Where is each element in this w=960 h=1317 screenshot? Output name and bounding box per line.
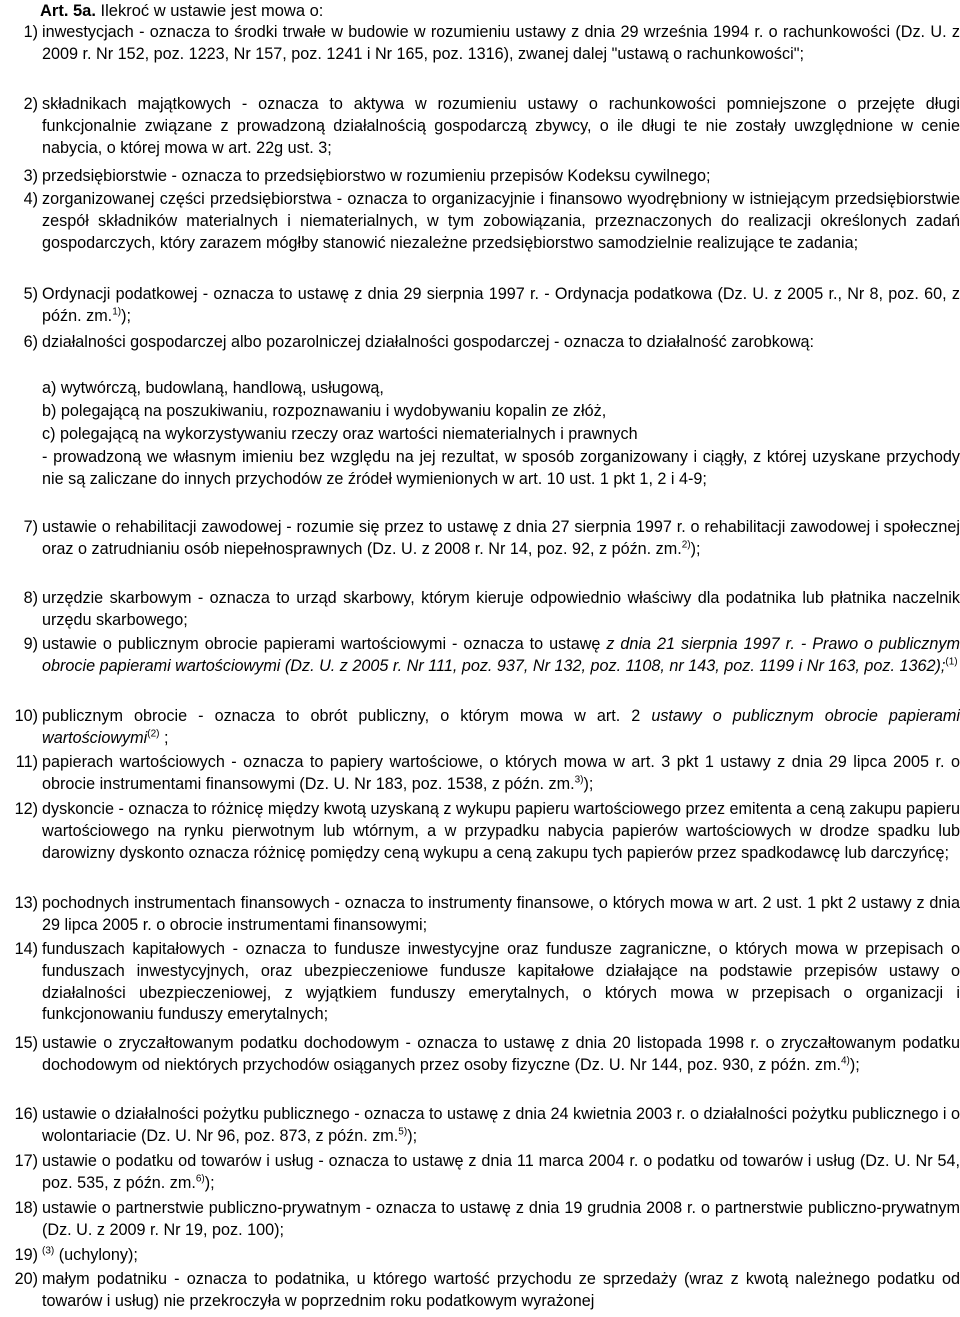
item-text: składnikach majątkowych - oznacza to aktywa w rozumieniu ustawy o rachunkowości pomniejszone o przejęte długi funkcjonalnie związane z prowadzoną działalnością gospodarczą zbywcy, o ile długi te nie zostały uwzględnione w cenie nabycia, o której mowa w art. 22g ust. 3;	[42, 95, 960, 157]
subitem-a: a) wytwórczą, budowlaną, handlową, usługową,	[42, 379, 384, 397]
item-number: 15)	[14, 1034, 38, 1052]
item-text: działalności gospodarczej albo pozarolniczej działalności gospodarczej - oznacza to działalność zarobkową:	[42, 333, 815, 351]
item-number: 13)	[14, 894, 38, 912]
item-text-tail: );	[849, 1055, 860, 1074]
item-number: 16)	[14, 1105, 38, 1123]
item-number: 1)	[23, 23, 38, 41]
article-heading	[40, 0, 323, 22]
item-number: 7)	[23, 518, 38, 536]
item-number: 11)	[15, 753, 38, 771]
item-number: 5)	[23, 285, 38, 303]
item-text-wrap	[42, 1151, 960, 1195]
item-text: ustawie o działalności pożytku publicznego - oznacza to ustawę z dnia 24 kwietnia 2003 r. o działalności pożytku publicznego i o wolontariacie (Dz. U. Nr 96, poz. 873, z późn. zm.	[42, 1105, 960, 1145]
item-text: pochodnych instrumentach finansowych - oznacza to instrumenty finansowe, o których mowa w art. 2 ust. 1 pkt 2 ustawy z dnia 29 lipca 2005 r. o obrocie instrumentami finansowymi;	[42, 894, 960, 934]
item-text-wrap	[42, 1245, 960, 1267]
footnote-ref: 2)	[681, 539, 691, 551]
footnote-ref: 3)	[574, 774, 584, 786]
subitem-b: b) polegającą na poszukiwaniu, rozpoznawaniu i wydobywaniu kopalin ze złóż,	[42, 402, 607, 420]
item-text-tail: );	[204, 1173, 215, 1192]
item-text: publicznym obrocie - oznacza to obrót publiczny, o którym mowa w art. 2	[42, 707, 652, 725]
item-text: inwestycjach - oznacza to środki trwałe w budowie w rozumieniu ustawy z dnia 29 września 1994 r. o rachunkowości (Dz. U. z 2009 r. Nr 152, poz. 1223, Nr 157, poz. 1241 i Nr 165, poz. 1316), zwanej dalej "ustawą o rachunkowości";	[42, 23, 960, 63]
item-number: 14)	[14, 940, 38, 958]
item-text: ustawie o zryczałtowanym podatku dochodowym - oznacza to ustawę z dnia 20 listopada 1998 r. o zryczałtowanym podatku dochodowym od niektórych przychodów osiąganych przez osoby fizyczne (Dz. U. Nr 144, poz. 930, z późn. zm.	[42, 1034, 960, 1074]
item-text-tail: (uchylony);	[54, 1246, 138, 1264]
item-number: 10)	[14, 707, 38, 725]
item-number: 2)	[23, 95, 38, 113]
item-text: ustawie o podatku od towarów i usług - oznacza to ustawę z dnia 11 marca 2004 r. o podatku od towarów i usług (Dz. U. Nr 54, poz. 535, z późn. zm.	[42, 1152, 960, 1192]
footnote-ref: (1)	[945, 656, 958, 668]
item-text-wrap	[42, 706, 960, 750]
item-text-wrap	[42, 1033, 960, 1077]
item-text-wrap	[42, 517, 960, 561]
item-text: małym podatniku - oznacza to podatnika, u którego wartość przychodu ze sprzedaży (wraz z kwotą należnego podatku od towarów i usług) nie przekroczyła w poprzednim roku podatkowym wyrażonej	[42, 1270, 960, 1310]
item-text: ustawie o partnerstwie publiczno-prywatnym - oznacza to ustawę z dnia 19 grudnia 2008 r. o partnerstwie publiczno-prywatnym (Dz. U. z 2009 r. Nr 19, poz. 100);	[42, 1199, 960, 1239]
item-text: zorganizowanej części przedsiębiorstwa - oznacza to organizacyjnie i finansowo wyodrębniony w istniejącym przedsiębiorstwie zespół składników materialnych i niematerialnych, w tym zobowiązania, przeznaczonych do realizacji określonych zadań gospodarczych, który zarazem mógłby stanowić niezależne przedsiębiorstwo samodzielnie realizujące te zadania;	[42, 190, 960, 252]
item-text: ustawie o publicznym obrocie papierami wartościowymi - oznacza to ustawę	[42, 635, 607, 653]
subitem-closing: - prowadzoną we własnym imieniu bez względu na jej rezultat, w sposób zorganizowany i ciągły, z której uzyskane przychody nie są zaliczane do innych przychodów ze źródeł wymienionych w art. 10 ust. 1 pkt 1, 2 i 4-9;	[42, 448, 960, 488]
item-number: 6)	[23, 333, 38, 351]
item-text-tail: );	[583, 774, 594, 793]
item-number: 19)	[14, 1246, 38, 1264]
subitem-c: c) polegającą na wykorzystywaniu rzeczy oraz wartości niematerialnych i prawnych	[42, 425, 638, 443]
footnote-ref: 5)	[398, 1126, 408, 1138]
item-number: 12)	[14, 800, 38, 818]
item-number: 4)	[23, 190, 38, 208]
item-number: 3)	[23, 167, 38, 185]
item-text-tail: ;	[159, 728, 169, 747]
footnote-ref: (2)	[147, 728, 160, 740]
item-text-tail: );	[407, 1126, 418, 1145]
item-text: przedsiębiorstwie - oznacza to przedsiębiorstwo w rozumieniu przepisów Kodeksu cywilnego;	[42, 167, 711, 185]
item-number: 8)	[23, 589, 38, 607]
footnote-ref: 6)	[195, 1173, 205, 1185]
item-text-tail: );	[690, 539, 701, 558]
item-text-wrap	[42, 752, 960, 796]
article-number: Art. 5a.	[40, 2, 96, 20]
footnote-ref: 1)	[112, 306, 122, 318]
item-text: dyskoncie - oznacza to różnicę między kwotą uzyskaną z wykupu papieru wartościowego przez emitenta a ceną zakupu papieru wartościowego na rynku pierwotnym lub wtórnym, a w przypadku nabycia papierów wartościowych w drodze spadku lub darowizny dyskonto oznacza różnicę pomiędzy ceną wykupu a ceną zakupu tych papierów przez spadkodawcę lub darczyńcę;	[42, 800, 960, 862]
item-text-wrap	[42, 1104, 960, 1148]
item-text: Ordynacji podatkowej - oznacza to ustawę z dnia 29 sierpnia 1997 r. - Ordynacja podatkowa (Dz. U. z 2005 r., Nr 8, poz. 60, z późn. zm.	[42, 285, 960, 325]
item-text-wrap	[42, 284, 960, 328]
item-text: urzędzie skarbowym - oznacza to urząd skarbowy, którym kieruje odpowiednio właściwy dla podatnika lub płatnika naczelnik urzędu skarbowego;	[42, 589, 960, 629]
article-intro: Ilekroć w ustawie jest mowa o:	[100, 2, 324, 20]
footnote-ref: (3)	[42, 1245, 55, 1257]
item-text: papierach wartościowych - oznacza to papiery wartościowe, o których mowa w art. 3 pkt 1 ustawy z dnia 29 lipca 2005 r. o obrocie instrumentami finansowymi (Dz. U. Nr 183, poz. 1538, z późn. zm.	[42, 753, 960, 793]
item-text-italic: z dnia 21 sierpnia 1997 r. - Prawo o publicznym obrocie papierami wartościowymi (Dz. U. z 2005 r. Nr 111, poz. 937, Nr 132, poz. 1108, nr 143, poz. 1199 i Nr 163, poz. 1362);	[42, 635, 960, 675]
item-number: 9)	[23, 635, 38, 653]
item-text-italic: ustawy o publicznym obrocie papierami wartościowymi	[42, 707, 960, 747]
item-text-wrap	[42, 634, 960, 678]
item-text: funduszach kapitałowych - oznacza to fundusze inwestycyjne oraz fundusze zagraniczne, o których mowa w przepisach o funduszach inwestycyjnych, oraz ubezpieczeniowe fundusze kapitałowe działające na podstawie przepisów ustawy o działalności ubezpieczeniowej, z wyjątkiem funduszy emerytalnych, o których mowa w przepisach o organizacji i funkcjonowaniu funduszy emerytalnych;	[42, 940, 960, 1024]
item-text-tail: );	[121, 306, 131, 325]
footnote-ref: 4)	[840, 1055, 850, 1067]
item-number: 17)	[14, 1152, 38, 1170]
item-text: ustawie o rehabilitacji zawodowej - rozumie się przez to ustawę z dnia 27 sierpnia 1997 r. o rehabilitacji zawodowej i społecznej oraz o zatrudnianiu osób niepełnosprawnych (Dz. U. z 2008 r. Nr 14, poz. 92, z późn. zm.	[42, 518, 960, 558]
item-number: 20)	[14, 1270, 38, 1288]
item-number: 18)	[14, 1199, 38, 1217]
